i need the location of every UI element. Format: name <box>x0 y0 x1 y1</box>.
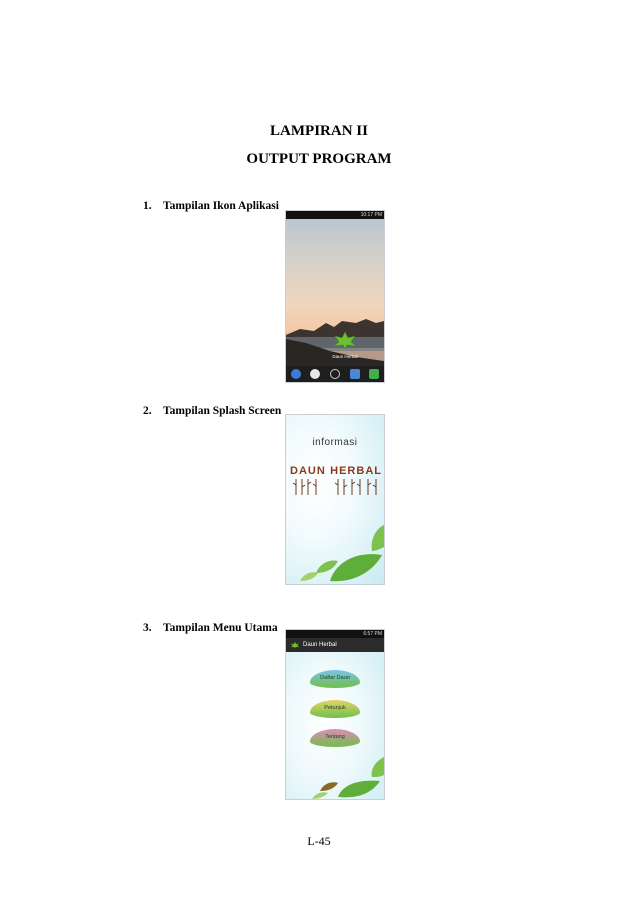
item-number: 3. <box>143 622 152 634</box>
status-time: 6:57 PM <box>363 631 382 637</box>
menu-label: Daftar Daun <box>320 675 350 681</box>
menu-item-tentang[interactable] <box>310 729 360 747</box>
screenshot-main-menu <box>285 629 385 800</box>
splash-informasi-text: informasi <box>312 437 358 448</box>
item-number: 1. <box>143 200 152 212</box>
splash-stems <box>286 477 384 507</box>
menu-item-petunjuk[interactable] <box>310 700 360 718</box>
item-3-label <box>143 622 278 634</box>
menu-item-daftar-daun[interactable] <box>310 670 360 688</box>
contacts-icon[interactable] <box>350 369 360 379</box>
app-leaf-icon <box>290 641 300 649</box>
action-bar <box>286 638 384 652</box>
splash-title-daun: DAUN <box>290 465 326 477</box>
leaf-icon <box>332 331 358 349</box>
messaging-icon[interactable] <box>310 369 320 379</box>
item-text: Tampilan Menu Utama <box>163 622 278 634</box>
status-time: 10:17 PM <box>360 212 382 218</box>
browser-icon[interactable] <box>291 369 301 379</box>
daun-herbal-app-icon[interactable] <box>332 331 358 357</box>
heading-output-program: OUTPUT PROGRAM <box>246 151 392 167</box>
leaf-decoration <box>286 749 384 799</box>
item-2-label <box>143 405 281 417</box>
screenshot-app-icon <box>285 210 385 383</box>
leaf-decoration <box>286 515 384 585</box>
item-1-label <box>143 200 279 212</box>
app-title: Daun Herbal <box>303 642 337 648</box>
status-bar <box>286 630 384 638</box>
menu-label: Petunjuk <box>324 705 346 711</box>
heading-lampiran: LAMPIRAN II <box>270 123 368 139</box>
screenshot-splash-screen <box>285 414 385 585</box>
menu-label: Tentang <box>325 734 345 740</box>
splash-title <box>290 465 382 477</box>
item-text: Tampilan Splash Screen <box>163 405 282 417</box>
app-icon-label: Daun Herbal <box>332 354 358 359</box>
dock <box>286 366 384 382</box>
item-text: Tampilan Ikon Aplikasi <box>163 200 279 212</box>
page-number: L-45 <box>307 834 331 848</box>
item-number: 2. <box>143 405 152 417</box>
app-drawer-icon[interactable] <box>330 369 340 379</box>
splash-title-herbal: HERBAL <box>330 465 382 477</box>
phone-icon[interactable] <box>369 369 379 379</box>
